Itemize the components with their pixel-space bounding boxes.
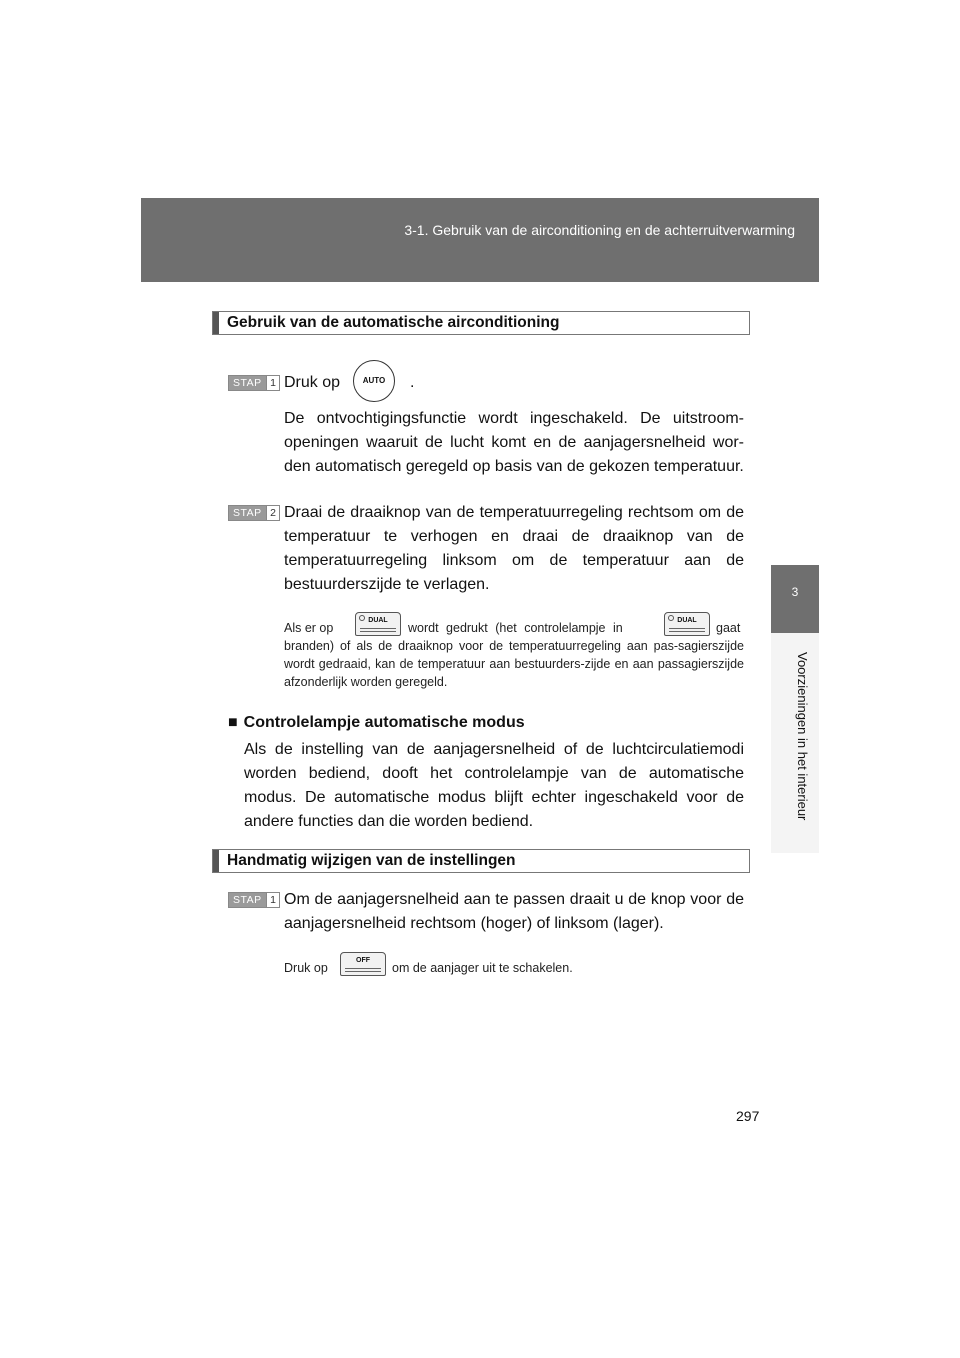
note-dual-part2: wordt gedrukt (het controlelampje in — [408, 621, 623, 635]
section-heading-manual — [212, 849, 750, 873]
dual-key-label: DUAL — [368, 617, 388, 624]
key-line — [345, 968, 381, 969]
note-dual-part3: gaat branden) of als de draaiknop voor de temperatuurregeling aan pas-sagierszijde wordt gedraaid, kan de temperatuur aan bestuurders-zijde en aan passagierszijde afzonderlijk worden geregeld. — [284, 621, 744, 689]
subsection-heading — [228, 714, 525, 732]
section-heading-text: Gebruik van de automatische airconditioning — [227, 314, 560, 331]
key-line — [345, 971, 381, 972]
page-number: 297 — [736, 1108, 760, 1124]
chapter-title: 3-1. Gebruik van de airconditioning en de achterruitverwarming — [404, 222, 795, 238]
step1-text-after: . — [410, 374, 415, 391]
note-off-part2: om de aanjager uit te schakelen. — [392, 961, 573, 975]
section-heading-auto-ac — [212, 311, 750, 335]
step-badge-word: STAP — [233, 507, 262, 519]
step1-text — [284, 371, 340, 395]
section-heading-text: Handmatig wijzigen van de instellingen — [227, 852, 516, 869]
section2-step1-text: Om de aanjagersnelheid aan te passen draait u de knop voor de aanjagersnelheid rechtsom (hoger) of linksom (lager). — [284, 891, 744, 932]
section-heading-bar — [213, 850, 219, 872]
step-badge — [228, 375, 280, 391]
step-badge — [228, 505, 280, 521]
subsection-title: Controlelampje automatische modus — [243, 714, 525, 731]
dual-key-label: DUAL — [677, 617, 697, 624]
note-off-part1: Druk op — [284, 961, 328, 975]
subsection-text: Als de instelling van de aanjagersnelheid of de luchtcirculatiemodi worden bediend, dooft het controlelampje van de automatische modus. De automatische modus blijft echter ingeschakeld voor de andere functies dan die worden bediend. — [244, 741, 744, 830]
auto-button-icon: AUTO — [353, 360, 395, 402]
step-badge-word: STAP — [233, 894, 262, 906]
step-badge-number: 2 — [266, 506, 279, 520]
chapter-number: 3 — [791, 585, 799, 599]
step2-text: Draai de draaiknop van de temperatuurregeling rechtsom om de temperatuur te verhogen en draai de draaiknop van de temperatuurregeling linksom om de temperatuur aan de bestuurderszijde te verlagen. — [284, 504, 744, 593]
off-key-label: OFF — [356, 957, 370, 964]
step-badge — [228, 892, 280, 908]
step1-description: De ontvochtigingsfunctie wordt ingeschakeld. De uitstroom-openingen waaruit de lucht komt en de aanjagersnelheid wor-den automatisch geregeld op basis van de gekozen temperatuur. — [284, 410, 744, 475]
subsection-marker: ■ — [228, 714, 238, 731]
section-heading-bar — [213, 312, 219, 334]
chapter-tab — [771, 565, 819, 633]
chapter-side-label: Voorzieningen in het interieur — [795, 652, 810, 821]
step1-text-before: Druk op — [284, 374, 341, 391]
off-key-icon — [340, 952, 386, 976]
step-badge-number: 1 — [266, 893, 279, 907]
chapter-header-band — [141, 198, 819, 282]
note-dual-part1: Als er op — [284, 621, 334, 635]
step-badge-number: 1 — [266, 376, 279, 390]
step-badge-word: STAP — [233, 377, 262, 389]
